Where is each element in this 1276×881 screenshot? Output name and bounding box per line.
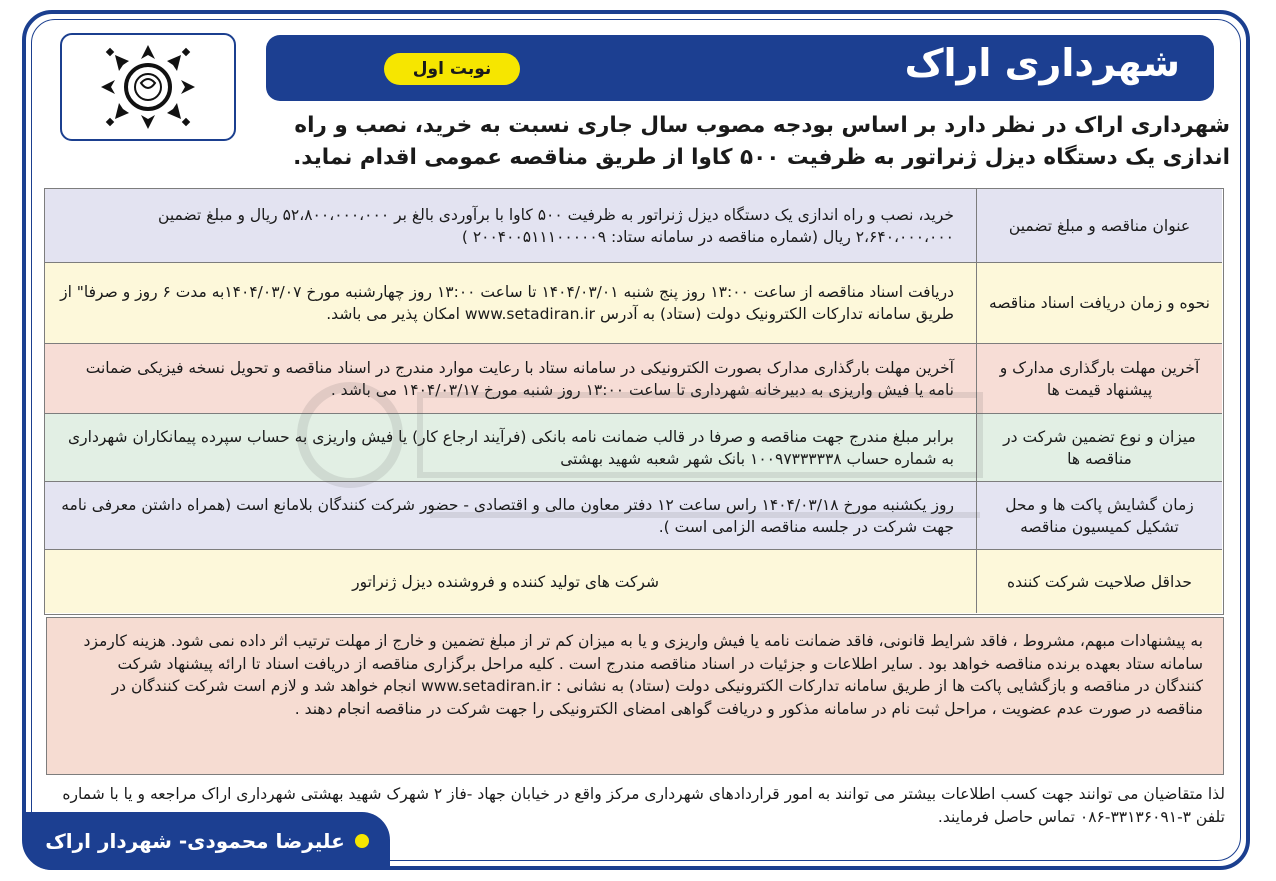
row-label: زمان گشایش پاکت ها و محل تشکیل کمیسیون مناقصه — [976, 482, 1222, 549]
contact-info: لذا متقاضیان می توانند جهت کسب اطلاعات بیشتر می توانند به امور قراردادهای شهرداری مرکز واقع در خیابان جهاد -فاز ۲ شهرک شهید بهشتی شهرداری اراک مراجعه و یا با شماره تلفن ۳-۳۳۱۳۶۰۹۱-۰۸۶ تماس حاصل فرمایند. — [62, 785, 1225, 826]
table-row — [45, 189, 1222, 263]
row-label: عنوان مناقصه و مبلغ تضمین — [976, 189, 1222, 262]
row-value: روز یکشنبه مورخ ۱۴۰۴/۰۳/۱۸ راس ساعت ۱۲ دفتر معاون مالی و اقتصادی - حضور شرکت کنندگان بلامانع است (همراه داشتن معرفی نامه جهت شرکت در جلسه مناقصه الزامی است ). — [61, 495, 954, 536]
table-row — [45, 482, 1222, 550]
signature-banner — [24, 812, 390, 870]
row-value: شرکت های تولید کننده و فروشنده دیزل ژنراتور — [352, 572, 659, 591]
row-label: آخرین مهلت بارگذاری مدارک و پیشنهاد قیمت ها — [976, 344, 1222, 413]
emblem-icon — [93, 39, 203, 135]
signature-text: علیرضا محمودی- شهردار اراک — [45, 829, 345, 853]
table-row — [45, 550, 1222, 613]
tender-table — [44, 188, 1224, 615]
row-value: خرید، نصب و راه اندازی یک دستگاه دیزل ژنراتور به ظرفیت ۵۰۰ کاوا با برآوردی بالغ بر ۵۲،۸۰۰،۰۰۰،۰۰۰ ریال و مبلغ تضمین ۲،۶۴۰،۰۰۰،۰۰۰ ریال (شماره مناقصه در سامانه ستاد: ۲۰۰۴۰۰۵۱۱۱۰۰۰۰۰۹ ) — [158, 205, 954, 246]
row-value: دریافت اسناد مناقصه از ساعت ۱۳:۰۰ روز پنج شنبه ۱۴۰۴/۰۳/۰۱ تا ساعت ۱۳:۰۰ روز چهارشنبه مورخ ۱۴۰۴/۰۳/۰۷به مدت ۶ روز و صرفا" از طریق سامانه تدارکات الکترونیک دولت (ستاد) به آدرس www.setadiran.ir امکان پذیر می باشد. — [60, 283, 954, 323]
bullet-icon — [355, 834, 369, 848]
page-title: شهرداری اراک — [904, 41, 1180, 85]
header-bar — [266, 35, 1214, 101]
table-row — [45, 344, 1222, 414]
row-label: نحوه و زمان دریافت اسناد مناقصه — [976, 263, 1222, 343]
intro-paragraph: شهرداری اراک در نظر دارد بر اساس بودجه مصوب سال جاری نسبت به خرید، نصب و راه اندازی یک دستگاه دیزل ژنراتور به ظرفیت ۵۰۰ کاوا از طریق مناقصه عمومی اقدام نماید. — [293, 113, 1230, 170]
table-row — [45, 263, 1222, 344]
row-value: آخرین مهلت بارگذاری مدارک بصورت الکترونیکی در سامانه ستاد با رعایت موارد مندرج در اسناد مناقصه و تحویل نسخه فیزیکی ضمانت نامه یا فیش واریزی به دبیرخانه شهرداری تا ساعت ۱۳:۰۰ روز شنبه مورخ ۱۴۰۴/۰۳/۱۷ می باشد . — [85, 358, 954, 399]
round-badge: نوبت اول — [384, 53, 520, 85]
municipality-logo — [60, 33, 236, 141]
row-label: حداقل صلاحیت شرکت کننده — [976, 550, 1222, 613]
row-value: برابر مبلغ مندرج جهت مناقصه و صرفا در قالب ضمانت نامه بانکی (فرآیند ارجاع کار) یا فیش واریزی به حساب سپرده پیمانکاران شهرداری به شماره حساب ۱۰۰۹۷۳۳۳۳۳۸ بانک شهر شعبه شهید بهشتی — [68, 427, 954, 468]
table-row — [45, 414, 1222, 482]
notes-box: به پیشنهادات مبهم، مشروط ، فاقد شرایط قانونی، فاقد ضمانت نامه یا فیش واریزی و یا به میزان کم تر از مبلغ تضمین و خارج از مهلت ترتیب اثر داده نمی شود. هزینه کارمزد سامانه ستاد بعهده برنده مناقصه خواهد بود . سایر اطلاعات و جزئیات در اسناد مناقصه مندرج است . کلیه مراحل برگزاری مناقصه از دریافت اسناد تا ارائه پیشنهاد شرکت کنندگان در مناقصه و بازگشایی پاکت ها از طریق سامانه تدارکات الکترونیکی دولت (ستاد) به نشانی : www.setadiran.ir انجام خواهد شد و لازم است شرکت کنندگان در مناقصه در صورت عدم عضویت ، مراحل ثبت نام در سامانه مذکور و دریافت گواهی امضای الکترونیکی را جهت شرکت در مناقصه انجام دهند . — [46, 617, 1224, 775]
row-label: میزان و نوع تضمین شرکت در مناقصه ها — [976, 414, 1222, 481]
